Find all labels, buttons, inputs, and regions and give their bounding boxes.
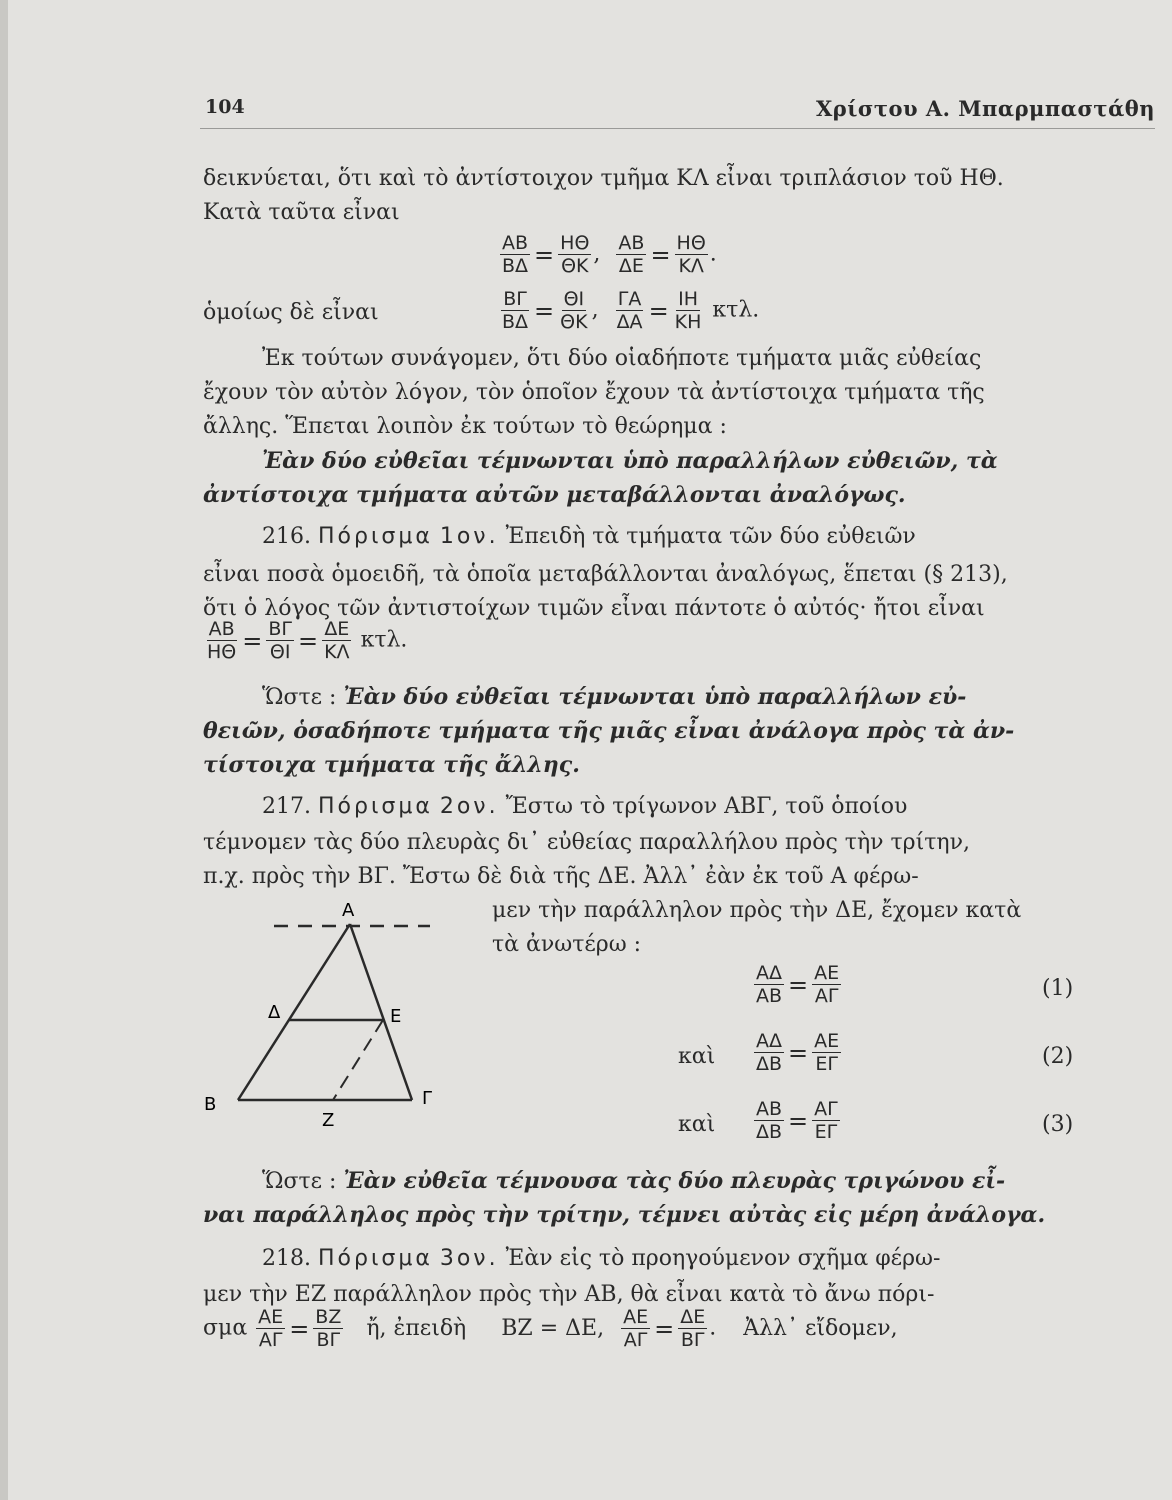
page-edge <box>0 0 8 1500</box>
s217-line2: τέμνομεν τὰς δύο πλευρὰς δι᾽ εὐθείας παραλλήλου πρὸς τὴν τρίτην, <box>203 830 970 855</box>
equation-b: $\frac{B\Gamma}{B\Delta}$ = $\frac{\Theta I}{\Theta K}$ , $\frac{\Gamma A}{\Delta A}$ = $\frac{IH}{KH}$ κτλ. <box>502 288 760 333</box>
s217-eq3: $\frac{AB}{\Delta B}$ = $\frac{A\Gamma}{E\Gamma}$ <box>756 1098 838 1143</box>
equation-a: $\frac{AB}{B\Delta}$ = $\frac{H\Theta}{\Theta K}$ , $\frac{AB}{\Delta E}$ = $\frac{H\Theta}{K\Lambda}$ . <box>502 232 717 277</box>
label-A: Α <box>342 900 355 921</box>
s217-line5: τὰ ἀνωτέρω : <box>492 932 642 957</box>
para1-line2: Κατὰ ταῦτα εἶναι <box>203 200 400 225</box>
s216-corollary-line1: Ὥστε : Ἐὰν δύο εὐθεῖαι τέμνωνται ὑπὸ παραλλήλων εὐ- <box>262 684 967 710</box>
s217-line3: π.χ. πρὸς τὴν ΒΓ. Ἔστω δὲ διὰ τῆς ΔΕ. Ἀλλ᾽ ἐὰν ἐκ τοῦ Α φέρω- <box>203 864 919 889</box>
header-rule <box>200 128 1155 129</box>
s216-equation: $\frac{AB}{H\Theta}$ = $\frac{B\Gamma}{\Theta I}$ = $\frac{\Delta E}{K\Lambda}$ κτλ. <box>207 618 408 663</box>
s216-corollary-line2: θειῶν, ὁσαδήποτε τμήματα τῆς μιᾶς εἶναι ἀνάλογα πρὸς τὰ ἀν- <box>203 718 1015 744</box>
side-AG <box>350 924 412 1100</box>
s217-eq2-tag: (2) <box>1042 1044 1074 1069</box>
s216-corollary-line3: τίστοιχα τμήματα τῆς ἄλλης. <box>203 752 580 778</box>
s217-eq1-tag: (1) <box>1042 976 1074 1001</box>
page-header <box>205 96 1155 130</box>
running-head: Χρίστου Α. Μπαρμπαστάθη <box>815 96 1155 121</box>
s216-line2: εἶναι ποσὰ ὁμοειδῆ, τὰ ὁποῖα μεταβάλλονται ἀναλόγως, ἕπεται (§ 213), <box>203 562 1008 587</box>
theorem-line1: Ἐὰν δύο εὐθεῖαι τέμνωνται ὑπὸ παραλλήλων εὐθειῶν, τὰ <box>262 448 998 474</box>
s217-corollary-line2: ναι παράλληλος πρὸς τὴν τρίτην, τέμνει αὐτὰς εἰς μέρη ἀνάλογα. <box>203 1202 1046 1228</box>
s216-line1-rest: Ἐπειδὴ τὰ τμήματα τῶν δύο εὐθειῶν <box>505 524 916 549</box>
s218-line3: σμα $\frac{AE}{A\Gamma}$ = $\frac{BZ}{B\Gamma}$ ἤ, ἐπειδὴ ΒΖ = ΔΕ, $\frac{AE}{A\Gamma}$ = $\frac{\Delta E}{B\Gamma}$ . Ἀλλ᾽ εἴδομεν, <box>203 1306 898 1351</box>
s216-line3: ὅτι ὁ λόγος τῶν ἀντιστοίχων τιμῶν εἶναι πάντοτε ὁ αὐτός· ἤτοι εἶναι <box>203 596 985 621</box>
para2-line2: ἔχουν τὸν αὐτὸν λόγον, τὸν ὁποῖον ἔχουν τὰ ἀντίστοιχα τμήματα τῆς <box>203 380 985 405</box>
s217-eq1: $\frac{A\Delta}{AB}$ = $\frac{AE}{A\Gamma}$ <box>756 962 840 1007</box>
side-AB <box>238 924 350 1100</box>
s217-eq3-tag: (3) <box>1042 1112 1074 1137</box>
para2-line3: ἄλλης. Ἕπεται λοιπὸν ἐκ τούτων τὸ θεώρημα : <box>203 414 727 439</box>
label-D: Δ <box>268 1002 281 1023</box>
s218-line1: 218. Πόρισμα 3ον. Ἐὰν εἰς τὸ προηγούμενον σχῆμα φέρω- <box>262 1246 941 1271</box>
para2-line1: Ἐκ τούτων συνάγομεν, ὅτι δύο οἱαδήποτε τμήματα μιᾶς εὐθείας <box>262 346 982 371</box>
s217-eq3-kai: καὶ <box>678 1112 716 1137</box>
label-E: Ε <box>390 1006 402 1027</box>
label-B: Β <box>204 1094 217 1115</box>
theorem-line2: ἀντίστοιχα τμήματα αὐτῶν μεταβάλλονται ἀναλόγως. <box>203 482 906 508</box>
s216-number: 216. <box>262 524 311 549</box>
s216-line1 <box>262 520 1153 554</box>
equation-b-prefix: ὁμοίως δὲ εἶναι <box>203 300 379 325</box>
triangle-figure <box>200 892 470 1142</box>
s216-label: Πόρισμα <box>317 524 433 549</box>
s217-line4: μεν τὴν παράλληλον πρὸς τὴν ΔΕ, ἔχομεν κατὰ <box>492 898 1022 923</box>
label-G: Γ <box>422 1088 433 1109</box>
s217-line1: 217. Πόρισμα 2ον. Ἔστω τὸ τρίγωνον ΑΒΓ, τοῦ ὁποίου <box>262 794 908 819</box>
s217-corollary-line1: Ὥστε : Ἐὰν εὐθεῖα τέμνουσα τὰς δύο πλευρὰς τριγώνου εἶ- <box>262 1168 1006 1194</box>
para1-line1: δεικνύεται, ὅτι καὶ τὸ ἀντίστοιχον τμῆμα ΚΛ εἶναι τριπλάσιον τοῦ ΗΘ. <box>203 166 1004 191</box>
s216-order: 1ον. <box>439 524 499 549</box>
s217-eq2: $\frac{A\Delta}{\Delta B}$ = $\frac{AE}{E\Gamma}$ <box>756 1030 840 1075</box>
page-number: 104 <box>205 96 245 118</box>
segment-EZ-dashed <box>333 1020 383 1100</box>
label-Z: Ζ <box>322 1110 335 1131</box>
s218-line2: μεν τὴν ΕΖ παράλληλον πρὸς τὴν ΑΒ, θὰ εἶναι κατὰ τὸ ἄνω πόρι- <box>203 1282 935 1307</box>
s217-eq2-kai: καὶ <box>678 1044 716 1069</box>
